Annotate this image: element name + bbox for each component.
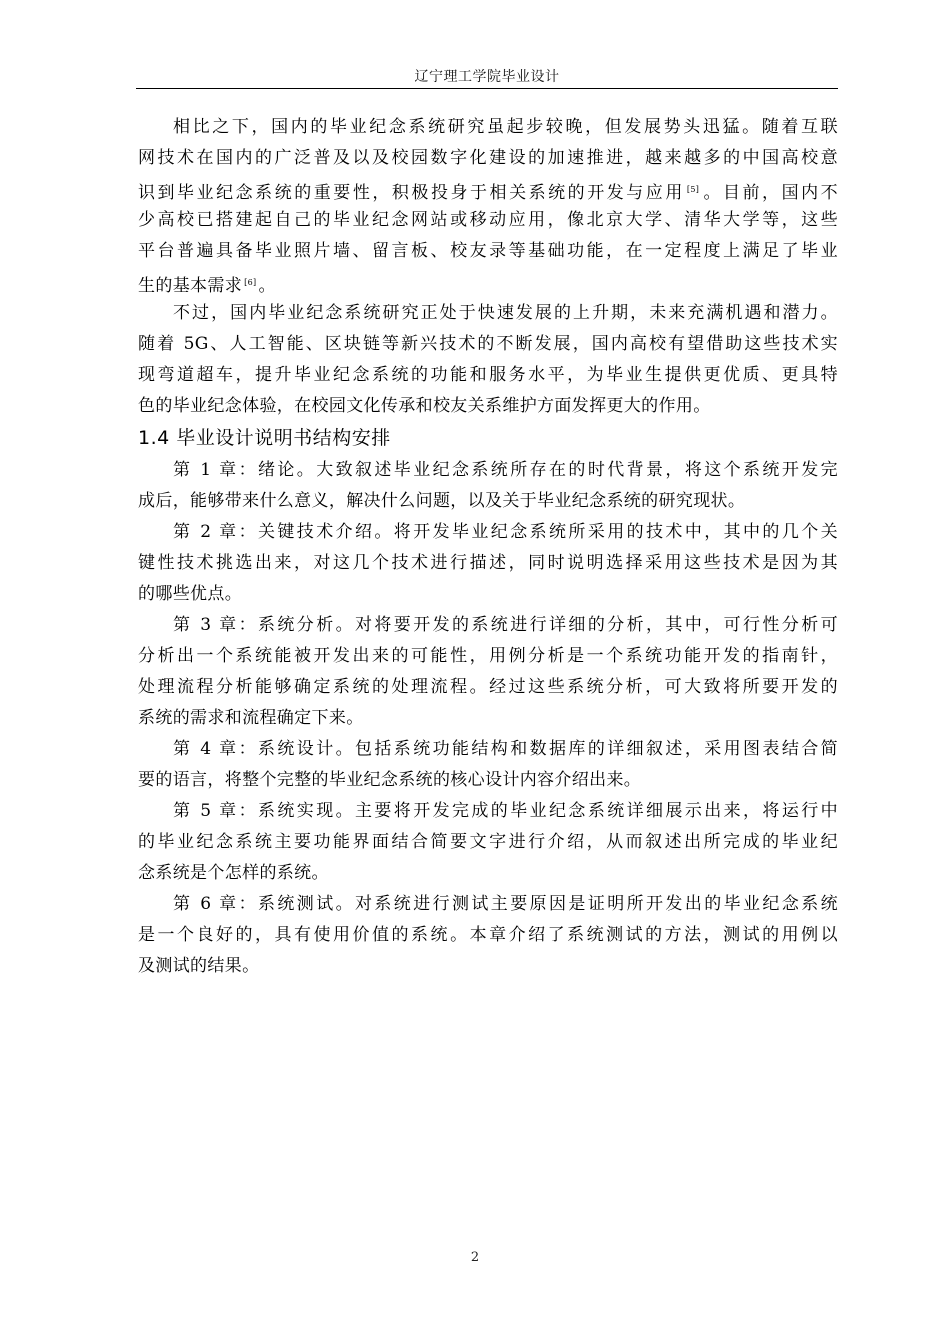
document-body xyxy=(138,112,838,982)
paragraph-future-outlook xyxy=(138,298,838,422)
chapter-summary-1 xyxy=(138,455,838,517)
text-line: 键性技术挑选出来，对这几个技术进行描述，同时说明选择采用这些技术是因为其 xyxy=(138,553,838,573)
text-line: 是一个良好的，具有使用价值的系统。本章介绍了系统测试的方法，测试的用例以 xyxy=(138,925,838,945)
text-line: 要的语言，将整个完整的毕业纪念系统的核心设计内容介绍出来。 xyxy=(138,770,642,790)
text-line: 第 1 章：绪论。大致叙述毕业纪念系统所存在的时代背景，将这个系统开发完 xyxy=(173,460,838,480)
page-header: 辽宁理工学院毕业设计 xyxy=(414,69,560,85)
chapter-summary-6 xyxy=(138,889,838,982)
citation-ref: [6] xyxy=(244,278,257,287)
text-line: 相比之下，国内的毕业纪念系统研究虽起步较晚，但发展势头迅猛。随着互联 xyxy=(173,117,838,137)
text-span: 。目前，国内不 xyxy=(701,183,838,203)
text-line: 少高校已搭建起自己的毕业纪念网站或移动应用，像北京大学、清华大学等，这些 xyxy=(138,210,838,230)
section-heading xyxy=(138,422,838,455)
chapter-summary-5 xyxy=(138,796,838,889)
text-line: 第 2 章：关键技术介绍。将开发毕业纪念系统所采用的技术中，其中的几个关 xyxy=(173,522,838,542)
section-title: 毕业设计说明书结构安排 xyxy=(176,427,391,449)
text-line: 第 3 章：系统分析。对将要开发的系统进行详细的分析，其中，可行性分析可 xyxy=(173,615,838,635)
text-line: 网技术在国内的广泛普及以及校园数字化建设的加速推进，越来越多的中国高校意 xyxy=(138,148,838,168)
text-line: 第 4 章：系统设计。包括系统功能结构和数据库的详细叙述，采用图表结合简 xyxy=(173,739,838,759)
text-line xyxy=(138,267,838,298)
text-line: 现弯道超车，提升毕业纪念系统的功能和服务水平，为毕业生提供更优质、更具特 xyxy=(138,365,838,385)
text-line xyxy=(138,174,838,205)
text-line: 不过，国内毕业纪念系统研究正处于快速发展的上升期，未来充满机遇和潜力。 xyxy=(173,303,838,323)
text-line: 的毕业纪念系统主要功能界面结合简要文字进行介绍，从而叙述出所完成的毕业纪 xyxy=(138,832,838,852)
text-line: 分析出一个系统能被开发出来的可能性，用例分析是一个系统功能开发的指南针， xyxy=(138,646,838,666)
header-divider xyxy=(136,88,838,89)
text-line: 成后，能够带来什么意义，解决什么问题，以及关于毕业纪念系统的研究现状。 xyxy=(138,491,746,511)
chapter-summary-2 xyxy=(138,517,838,610)
text-line: 及测试的结果。 xyxy=(138,956,260,976)
section-number: 1.4 xyxy=(138,427,170,449)
text-line: 平台普遍具备毕业照片墙、留言板、校友录等基础功能，在一定程度上满足了毕业 xyxy=(138,241,838,261)
text-line: 念系统是个怎样的系统。 xyxy=(138,863,329,883)
text-line: 系统的需求和流程确定下来。 xyxy=(138,708,364,728)
text-line: 色的毕业纪念体验，在校园文化传承和校友关系维护方面发挥更大的作用。 xyxy=(138,396,711,416)
chapter-summary-3 xyxy=(138,610,838,734)
text-span: 识到毕业纪念系统的重要性，积极投身于相关系统的开发与应用 xyxy=(138,183,685,203)
text-span: 。 xyxy=(258,276,276,296)
text-line: 的哪些优点。 xyxy=(138,584,243,604)
text-line: 随着 5G、人工智能、区块链等新兴技术的不断发展，国内高校有望借助这些技术实 xyxy=(138,334,838,354)
page-number: 2 xyxy=(470,1250,480,1265)
text-line: 第 6 章：系统测试。对系统进行测试主要原因是证明所开发出的毕业纪念系统 xyxy=(173,894,838,914)
text-span: 生的基本需求 xyxy=(138,276,243,296)
citation-ref: [5] xyxy=(686,185,700,194)
text-line: 第 5 章：系统实现。主要将开发完成的毕业纪念系统详细展示出来，将运行中 xyxy=(173,801,838,821)
text-line: 处理流程分析能够确定系统的处理流程。经过这些系统分析，可大致将所要开发的 xyxy=(138,677,838,697)
chapter-summary-4 xyxy=(138,734,838,796)
paragraph-domestic-research xyxy=(138,112,838,298)
